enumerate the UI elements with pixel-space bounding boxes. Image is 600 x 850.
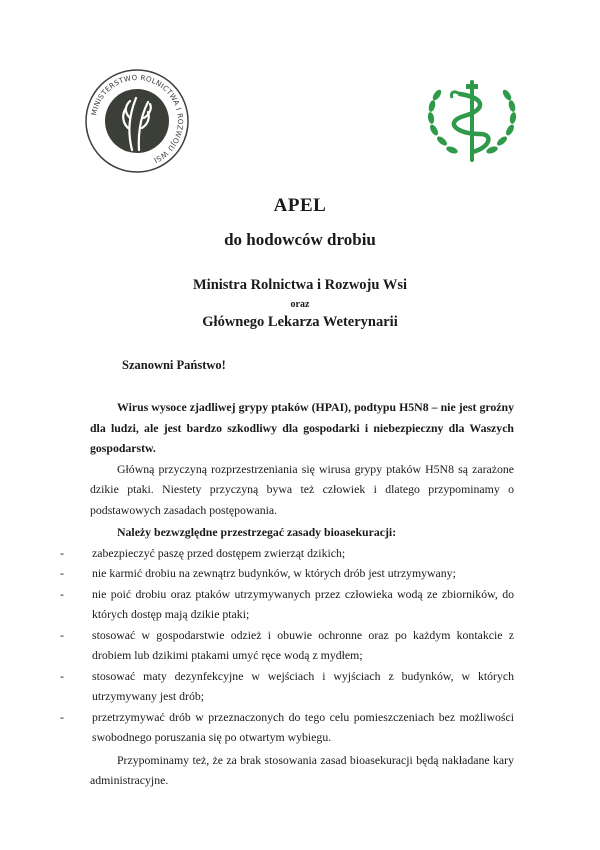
bullet-dash: - (60, 627, 64, 642)
veterinary-caduceus-icon (420, 72, 524, 168)
bullet-dash: - (60, 586, 64, 601)
list-item (60, 666, 514, 707)
rule-text: zabezpieczyć paszę przed dostępem zwierząt dzikich; (92, 545, 346, 560)
document-subtitle: do hodowców drobiu (224, 230, 376, 249)
greeting: Szanowni Państwo! (122, 358, 226, 372)
rules-list (60, 543, 514, 748)
list-item (60, 563, 514, 584)
bullet-dash: - (60, 545, 64, 560)
sender-line-1: Ministra Rolnictwa i Rozwoju Wsi (192, 277, 407, 293)
bullet-dash: - (60, 566, 64, 580)
letter-body (60, 397, 514, 791)
list-item (60, 625, 514, 666)
rules-heading: Należy bezwzględne przestrzegać zasady bioasekuracji: (117, 525, 397, 539)
sender-line-2: Głównego Lekarza Weterynarii (202, 314, 398, 330)
paragraph-cause: Główną przyczyną rozprzestrzeniania się wirusa grypy ptaków H5N8 są zarażone dzikie ptaki. Niestety przyczyną bywa też człowiek i dlatego przypominamy o podstawowych zasadach postępowania. (90, 461, 514, 517)
rule-text: nie karmić drobiu na zewnątrz budynków, w których drób jest utrzymywany; (92, 566, 456, 580)
rule-text: przetrzymywać drób w przeznaczonych do tego celu pomieszczeniach bez możliwości swobodnego poruszania się po otwartym wybiegu. (92, 709, 514, 744)
sender-conjunction: oraz (290, 299, 310, 310)
rule-text: stosować w gospodarstwie odzież i obuwie ochronne oraz po każdym kontakcie z drobiem lub dzikimi ptakami umyć ręce wodą z mydłem; (92, 627, 514, 662)
rule-text: nie poić drobiu oraz ptaków utrzymywanych przez człowieka wodą ze zbiorników, do których dostęp mają dzikie ptaki; (92, 586, 514, 621)
paragraph-intro: Wirus wysoce zjadliwej grypy ptaków (HPAI), podtypu H5N8 – nie jest groźny dla ludzi, ale jest bardzo szkodliwy dla gospodarki i niebezpieczny dla Waszych gospodarstw. (90, 400, 514, 455)
svg-text:MINISTERSTWO ROLNICTWA I ROZWO: MINISTERSTWO ROLNICTWA I ROZWOJU WSI (89, 72, 186, 166)
bullet-dash: - (60, 709, 64, 724)
rule-text: stosować maty dezynfekcyjne w wejściach i wyjściach z budynków, w których utrzymywany jest drób; (92, 668, 514, 703)
list-item (60, 543, 514, 564)
paragraph-closing: Przypominamy też, że za brak stosowania zasad bioasekuracji będą nakładane kary administracyjne. (90, 752, 514, 787)
document-title: APEL (273, 195, 327, 216)
ministry-seal-icon (84, 68, 190, 174)
list-item (60, 707, 514, 748)
bullet-dash: - (60, 668, 64, 683)
list-item (60, 584, 514, 625)
